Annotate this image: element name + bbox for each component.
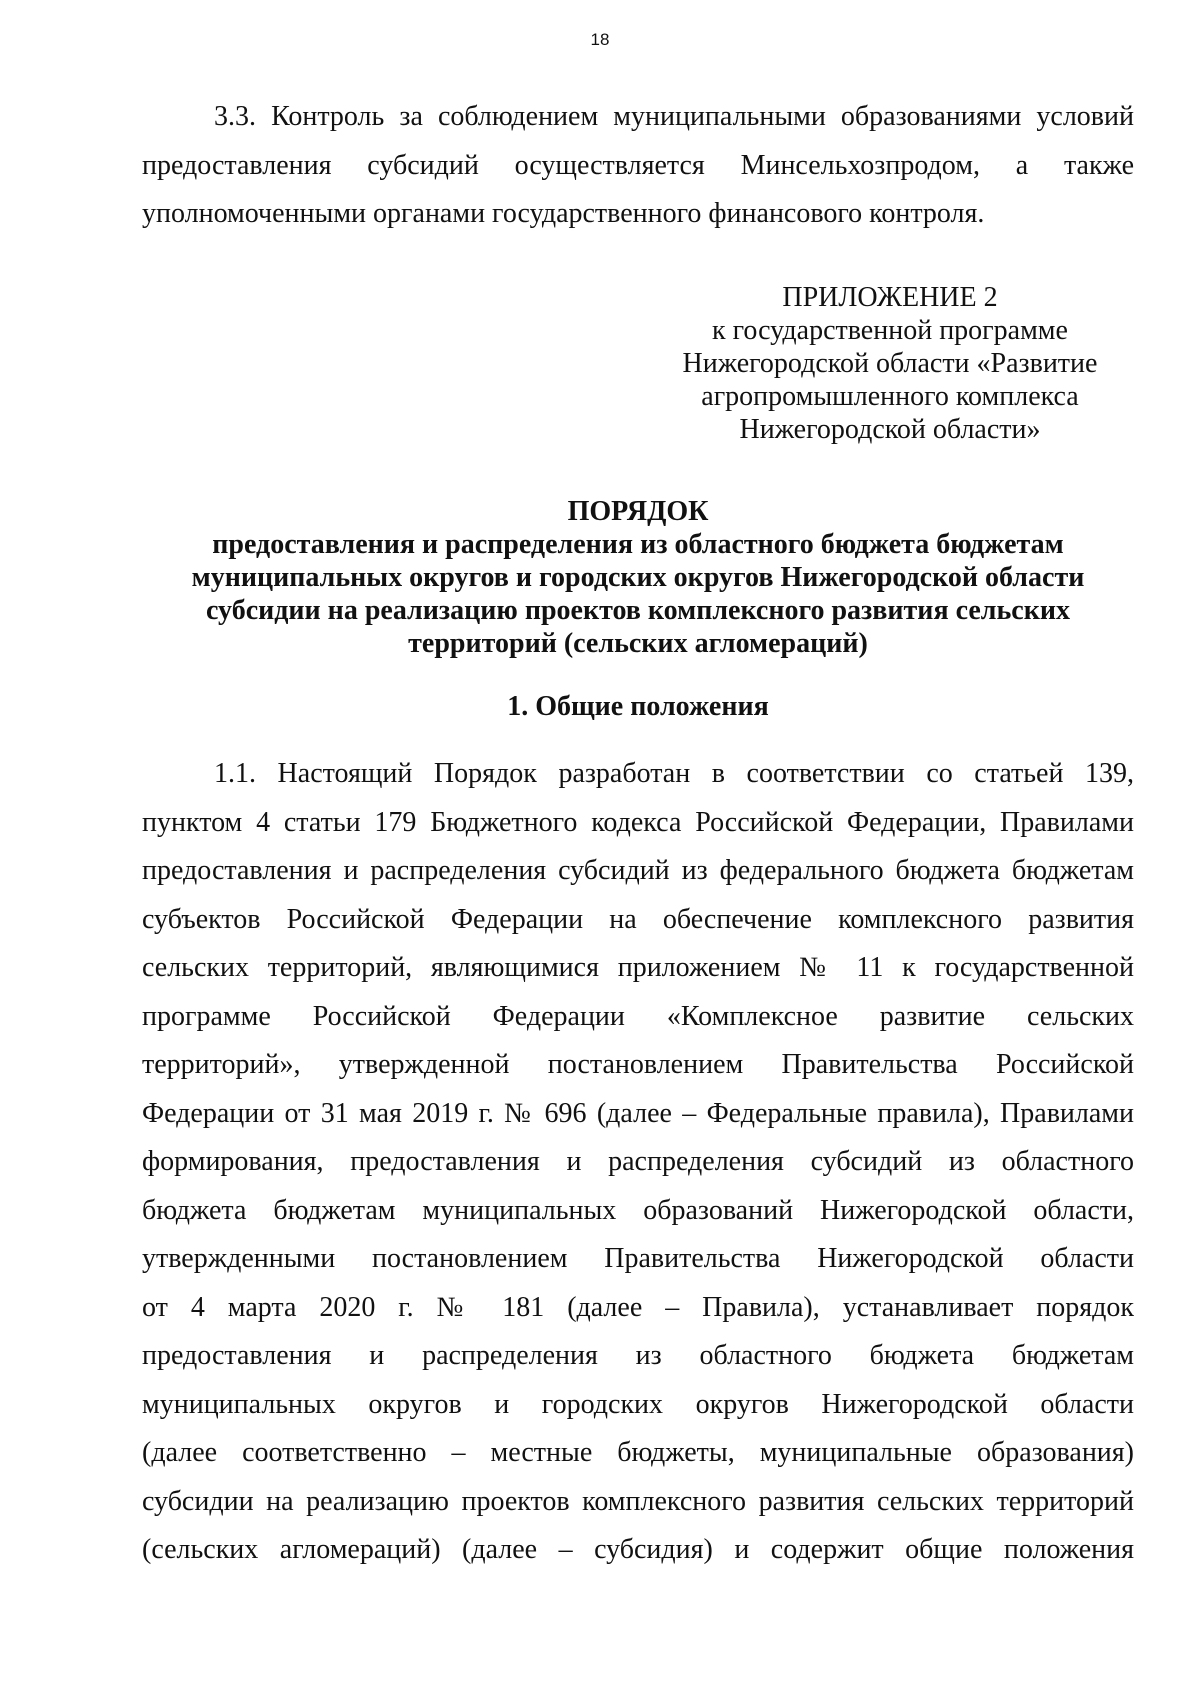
title-main: ПОРЯДОК <box>567 496 709 527</box>
text-line: (далее соответственно – местные бюджеты, муниципальные образования) <box>142 1437 1134 1468</box>
page-number: 18 <box>590 30 610 49</box>
appendix-line: агропромышленного комплекса <box>701 381 1079 412</box>
text-line: муниципальных округов и городских округов Нижегородской области <box>142 1388 1134 1420</box>
appendix-header <box>640 281 1140 446</box>
text-line: 1.1. Настоящий Порядок разработан в соответствии со статьей 139, <box>214 758 1134 789</box>
text-line: предоставления субсидий осуществляется Минсельхозпродом, а также <box>142 149 1134 181</box>
text-line: сельских территорий, являющимися приложением № 11 к государственной <box>142 952 1134 983</box>
section-3-3-paragraph <box>142 93 1134 239</box>
document-title <box>142 495 1134 660</box>
text-line: 3.3. Контроль за соблюдением муниципальными образованиями условий <box>214 101 1134 132</box>
title-line: муниципальных округов и городских округов Нижегородской области <box>191 562 1085 593</box>
text-line: территорий», утвержденной постановлением Правительства Российской <box>142 1049 1134 1080</box>
text-line: уполномоченными органами государственного финансового контроля. <box>142 198 985 229</box>
appendix-line: к государственной программе <box>712 315 1068 346</box>
text-line: (сельских агломераций) (далее – субсидия) и содержит общие положения <box>142 1534 1134 1565</box>
text-line: программе Российской Федерации «Комплексное развитие сельских <box>142 1000 1134 1032</box>
text-line: от 4 марта 2020 г. № 181 (далее – Правила), устанавливает порядок <box>142 1291 1134 1323</box>
appendix-title: ПРИЛОЖЕНИЕ 2 <box>782 282 998 313</box>
section-1-1-paragraph <box>142 750 1134 1575</box>
text-line: субсидии на реализацию проектов комплексного развития сельских территорий <box>142 1485 1134 1517</box>
title-line: предоставления и распределения из областного бюджета бюджетам <box>212 529 1064 560</box>
section-heading: 1. Общие положения <box>507 691 769 722</box>
text-line: предоставления и распределения из областного бюджета бюджетам <box>142 1340 1134 1371</box>
title-line: субсидии на реализацию проектов комплексного развития сельских <box>206 595 1070 626</box>
appendix-line: Нижегородской области» <box>739 414 1041 445</box>
text-line: Федерации от 31 мая 2019 г. № 696 (далее – Федеральные правила), Правилами <box>142 1097 1134 1129</box>
text-line: формирования, предоставления и распределения субсидий из областного <box>142 1146 1134 1177</box>
text-line: субъектов Российской Федерации на обеспечение комплексного развития <box>142 903 1134 935</box>
text-line: бюджета бюджетам муниципальных образований Нижегородской области, <box>142 1194 1134 1226</box>
appendix-line: Нижегородской области «Развитие <box>682 348 1098 379</box>
text-line: предоставления и распределения субсидий из федерального бюджета бюджетам <box>142 855 1134 886</box>
text-line: утвержденными постановлением Правительства Нижегородской области <box>142 1243 1134 1274</box>
title-subtitle <box>142 528 1134 660</box>
text-line: пунктом 4 статьи 179 Бюджетного кодекса Российской Федерации, Правилами <box>142 806 1134 838</box>
title-line: территорий (сельских агломераций) <box>408 628 868 659</box>
